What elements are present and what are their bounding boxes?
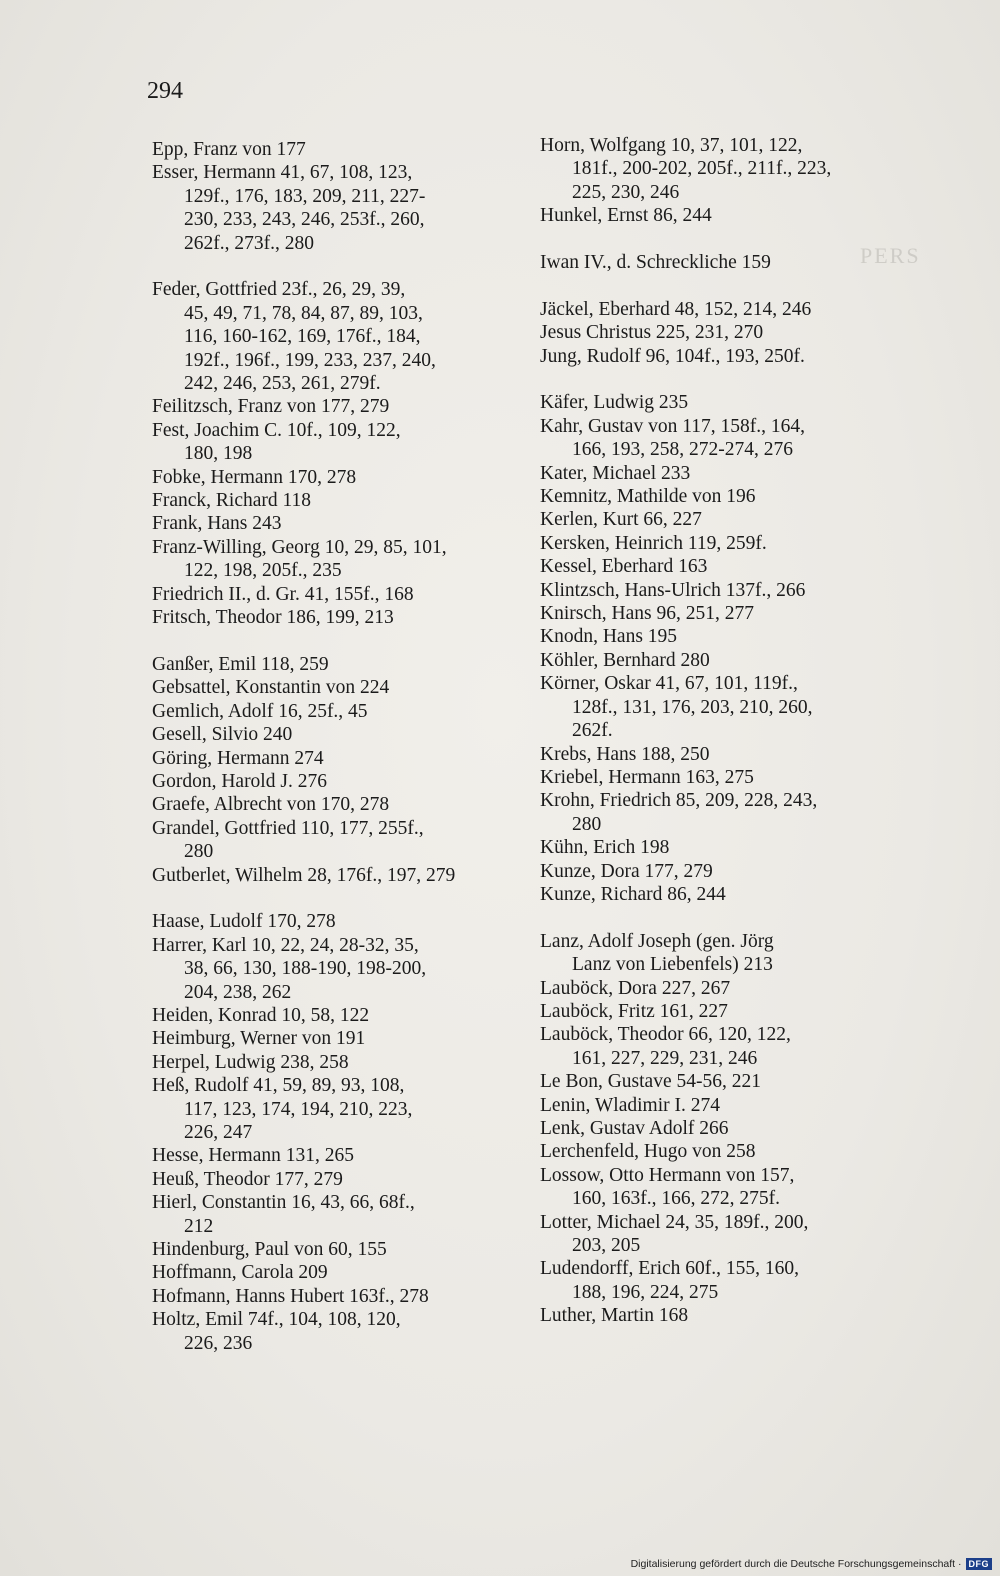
index-entry — [540, 321, 940, 344]
index-entry — [152, 583, 542, 606]
index-entry — [540, 977, 940, 1000]
index-entry — [152, 747, 542, 770]
letter-group-gap — [152, 630, 542, 653]
index-entry — [540, 485, 940, 508]
index-entry-line: Klintzsch, Hans-Ulrich 137f., 266 — [540, 579, 806, 601]
index-entry — [540, 743, 940, 766]
index-entry-line: Hunkel, Ernst 86, 244 — [540, 205, 712, 227]
letter-group-gap — [540, 228, 940, 251]
index-entry-line: Esser, Hermann 41, 67, 108, 123, — [152, 162, 413, 184]
index-entry-line: Lanz, Adolf Joseph (gen. Jörg — [540, 930, 774, 952]
index-entry — [152, 466, 542, 489]
index-entry — [152, 419, 542, 466]
index-entry — [152, 1074, 542, 1144]
index-entry — [540, 579, 940, 602]
index-entry — [540, 1070, 940, 1093]
index-entry-line: Kemnitz, Mathilde von 196 — [540, 486, 756, 508]
index-entry — [540, 672, 940, 742]
index-entry — [540, 883, 940, 906]
index-entry-line: Lotter, Michael 24, 35, 189f., 200, — [540, 1211, 809, 1233]
index-entry-line: Heuß, Theodor 177, 279 — [152, 1168, 343, 1190]
index-entry-line: Iwan IV., d. Schreckliche 159 — [540, 252, 771, 274]
index-entry-line: Kunze, Richard 86, 244 — [540, 883, 726, 905]
index-entry — [152, 793, 542, 816]
index-entry — [152, 817, 542, 864]
index-entry-line: Gemlich, Adolf 16, 25f., 45 — [152, 700, 368, 722]
index-entry-continuation: 230, 233, 243, 246, 253f., 260, — [184, 209, 425, 231]
index-entry — [540, 134, 940, 204]
letter-group-gap — [540, 906, 940, 929]
index-entry-line: Herpel, Ludwig 238, 258 — [152, 1051, 349, 1073]
index-entry-line: Ganßer, Emil 118, 259 — [152, 653, 329, 675]
index-entry — [540, 508, 940, 531]
letter-group-gap — [152, 887, 542, 910]
index-entry-line: Hoffmann, Carola 209 — [152, 1262, 328, 1284]
index-entry-line: Jäckel, Eberhard 48, 152, 214, 246 — [540, 298, 812, 320]
index-entry-line: Lerchenfeld, Hugo von 258 — [540, 1141, 756, 1163]
index-entry-line: Hindenburg, Paul von 60, 155 — [152, 1239, 387, 1261]
index-entry-line: Feder, Gottfried 23f., 26, 29, 39, — [152, 279, 406, 301]
index-entry — [152, 1238, 542, 1261]
index-entry-continuation: 160, 163f., 166, 272, 275f. — [572, 1188, 780, 1210]
index-entry-line: Heß, Rudolf 41, 59, 89, 93, 108, — [152, 1075, 405, 1097]
index-entry-continuation: 181f., 200-202, 205f., 211f., 223, — [572, 158, 832, 180]
index-entry-continuation: 192f., 196f., 199, 233, 237, 240, — [184, 349, 436, 371]
page-number: 294 — [147, 78, 183, 104]
index-entry-line: Käfer, Ludwig 235 — [540, 392, 689, 414]
index-entry-line: Fritsch, Theodor 186, 199, 213 — [152, 607, 394, 629]
index-entry-line: Lenin, Wladimir I. 274 — [540, 1094, 720, 1116]
index-entry-line: Kersken, Heinrich 119, 259f. — [540, 532, 767, 554]
index-entry-line: Franck, Richard 118 — [152, 490, 312, 512]
index-entry — [540, 204, 940, 227]
index-entry-continuation: 188, 196, 224, 275 — [572, 1281, 719, 1303]
index-entry — [152, 1051, 542, 1074]
index-entry — [540, 836, 940, 859]
index-entry-continuation: 161, 227, 229, 231, 246 — [572, 1047, 758, 1069]
index-entry-line: Gebsattel, Konstantin von 224 — [152, 677, 390, 699]
index-entry-line: Kater, Michael 233 — [540, 462, 691, 484]
index-entry — [152, 770, 542, 793]
index-entry-continuation: Lanz von Liebenfels) 213 — [572, 954, 773, 976]
index-entry-continuation: 280 — [572, 813, 602, 835]
index-entry — [152, 395, 542, 418]
index-entry — [152, 910, 542, 933]
index-entry-line: Lossow, Otto Hermann von 157, — [540, 1164, 795, 1186]
index-entry — [152, 653, 542, 676]
index-entry — [540, 1211, 940, 1258]
index-entry-line: Knirsch, Hans 96, 251, 277 — [540, 603, 754, 625]
index-entry-line: Fobke, Hermann 170, 278 — [152, 466, 357, 488]
index-entry-line: Krebs, Hans 188, 250 — [540, 743, 710, 765]
index-entry — [540, 766, 940, 789]
index-entry-continuation: 262f., 273f., 280 — [184, 232, 314, 254]
index-entry — [152, 138, 542, 161]
index-entry — [152, 1191, 542, 1238]
index-entry — [540, 649, 940, 672]
index-entry-continuation: 117, 123, 174, 194, 210, 223, — [184, 1098, 413, 1120]
index-entry-line: Le Bon, Gustave 54-56, 221 — [540, 1071, 761, 1093]
index-entry — [152, 934, 542, 1004]
index-entry-line: Jung, Rudolf 96, 104f., 193, 250f. — [540, 345, 805, 367]
index-entry-line: Kerlen, Kurt 66, 227 — [540, 509, 702, 531]
digitization-footer — [631, 1558, 992, 1570]
index-entry-line: Gordon, Harold J. 276 — [152, 770, 327, 792]
index-entry — [152, 1004, 542, 1027]
index-entry-line: Köhler, Bernhard 280 — [540, 649, 710, 671]
index-entry — [540, 860, 940, 883]
index-entry — [152, 489, 542, 512]
index-entry — [540, 1117, 940, 1140]
index-entry — [152, 864, 542, 887]
index-entry-line: Körner, Oskar 41, 67, 101, 119f., — [540, 673, 798, 695]
index-entry — [152, 606, 542, 629]
index-entry-line: Feilitzsch, Franz von 177, 279 — [152, 396, 390, 418]
index-entry-continuation: 180, 198 — [184, 443, 253, 465]
index-entry — [540, 415, 940, 462]
index-entry — [540, 1094, 940, 1117]
index-entry — [540, 789, 940, 836]
index-entry-continuation: 226, 247 — [184, 1122, 253, 1144]
letter-group-gap — [152, 255, 542, 278]
index-entry-line: Holtz, Emil 74f., 104, 108, 120, — [152, 1309, 401, 1331]
index-entry — [540, 930, 940, 977]
index-entry-continuation: 129f., 176, 183, 209, 211, 227- — [184, 185, 426, 207]
index-entry-continuation: 280 — [184, 841, 214, 863]
index-entry — [152, 723, 542, 746]
index-entry — [540, 251, 940, 274]
index-entry-line: Franz-Willing, Georg 10, 29, 85, 101, — [152, 536, 447, 558]
index-entry — [540, 345, 940, 368]
index-entry-line: Hierl, Constantin 16, 43, 66, 68f., — [152, 1192, 415, 1214]
index-entry-line: Lauböck, Dora 227, 267 — [540, 977, 731, 999]
index-entry-line: Gesell, Silvio 240 — [152, 724, 293, 746]
index-entry — [152, 512, 542, 535]
letter-group-gap — [540, 274, 940, 297]
index-entry-line: Hesse, Hermann 131, 265 — [152, 1145, 354, 1167]
index-entry-line: Kriebel, Hermann 163, 275 — [540, 766, 754, 788]
index-entry-continuation: 116, 160-162, 169, 176f., 184, — [184, 326, 421, 348]
index-entry-line: Lauböck, Fritz 161, 227 — [540, 1000, 728, 1022]
index-entry-line: Kühn, Erich 198 — [540, 837, 670, 859]
index-entry-line: Friedrich II., d. Gr. 41, 155f., 168 — [152, 583, 414, 605]
index-entry-continuation: 225, 230, 246 — [572, 181, 680, 203]
index-entry-line: Knodn, Hans 195 — [540, 626, 678, 648]
dfg-logo: DFG — [966, 1558, 993, 1570]
index-entry-continuation: 166, 193, 258, 272-274, 276 — [572, 439, 793, 461]
index-entry-continuation: 212 — [184, 1215, 214, 1237]
index-entry-line: Gutberlet, Wilhelm 28, 176f., 197, 279 — [152, 864, 456, 886]
index-entry — [540, 1023, 940, 1070]
index-entry — [152, 1285, 542, 1308]
index-column-right — [540, 134, 940, 1328]
index-entry-line: Grandel, Gottfried 110, 177, 255f., — [152, 817, 424, 839]
index-entry — [540, 1304, 940, 1327]
index-entry — [540, 1140, 940, 1163]
index-entry — [152, 700, 542, 723]
index-entry — [540, 391, 940, 414]
index-entry-line: Krohn, Friedrich 85, 209, 228, 243, — [540, 790, 818, 812]
index-entry-line: Hofmann, Hanns Hubert 163f., 278 — [152, 1285, 429, 1307]
index-entry-continuation: 38, 66, 130, 188-190, 198-200, — [184, 958, 427, 980]
letter-group-gap — [540, 368, 940, 391]
index-entry — [152, 1144, 542, 1167]
index-entry-continuation: 45, 49, 71, 78, 84, 87, 89, 103, — [184, 302, 423, 324]
index-entry — [540, 298, 940, 321]
index-entry-line: Lauböck, Theodor 66, 120, 122, — [540, 1024, 791, 1046]
index-entry — [152, 536, 542, 583]
index-entry — [540, 1000, 940, 1023]
index-entry-line: Heiden, Konrad 10, 58, 122 — [152, 1004, 370, 1026]
index-entry-line: Harrer, Karl 10, 22, 24, 28-32, 35, — [152, 934, 419, 956]
index-entry — [540, 602, 940, 625]
index-entry-line: Ludendorff, Erich 60f., 155, 160, — [540, 1258, 800, 1280]
index-entry-line: Graefe, Albrecht von 170, 278 — [152, 794, 390, 816]
index-entry-line: Jesus Christus 225, 231, 270 — [540, 322, 764, 344]
index-entry-line: Kunze, Dora 177, 279 — [540, 860, 713, 882]
index-entry — [540, 555, 940, 578]
index-entry — [152, 1027, 542, 1050]
index-entry-line: Kahr, Gustav von 117, 158f., 164, — [540, 415, 805, 437]
index-entry — [152, 1261, 542, 1284]
bleed-through-text: PERS — [860, 243, 921, 268]
index-entry-line: Kessel, Eberhard 163 — [540, 556, 708, 578]
index-entry-line: Fest, Joachim C. 10f., 109, 122, — [152, 419, 401, 441]
index-entry — [152, 676, 542, 699]
index-entry-line: Horn, Wolfgang 10, 37, 101, 122, — [540, 135, 803, 156]
index-entry-line: Heimburg, Werner von 191 — [152, 1028, 366, 1050]
index-entry-line: Epp, Franz von 177 — [152, 139, 306, 160]
index-column-left — [152, 138, 542, 1355]
index-entry-line: Frank, Hans 243 — [152, 513, 282, 535]
index-entry-continuation: 128f., 131, 176, 203, 210, 260, — [572, 696, 813, 718]
index-entry-continuation: 242, 246, 253, 261, 279f. — [184, 373, 381, 395]
index-entry-continuation: 226, 236 — [184, 1332, 253, 1354]
index-entry — [152, 278, 542, 395]
index-entry — [540, 625, 940, 648]
index-entry-line: Luther, Martin 168 — [540, 1305, 689, 1327]
index-entry-line: Lenk, Gustav Adolf 266 — [540, 1118, 729, 1139]
index-entry — [540, 532, 940, 555]
index-entry-line: Göring, Hermann 274 — [152, 747, 324, 769]
index-entry-continuation: 262f. — [572, 720, 613, 742]
index-entry — [540, 462, 940, 485]
index-entry-continuation: 204, 238, 262 — [184, 981, 292, 1003]
index-entry-continuation: 122, 198, 205f., 235 — [184, 560, 342, 582]
index-entry-line: Haase, Ludolf 170, 278 — [152, 911, 336, 933]
index-entry — [152, 161, 542, 255]
index-entry — [540, 1164, 940, 1211]
index-entry — [152, 1308, 542, 1355]
index-entry — [152, 1168, 542, 1191]
index-entry-continuation: 203, 205 — [572, 1235, 641, 1257]
footer-text: Digitalisierung gefördert durch die Deutsche Forschungsgemeinschaft · — [630, 1558, 962, 1570]
index-entry — [540, 1257, 940, 1304]
